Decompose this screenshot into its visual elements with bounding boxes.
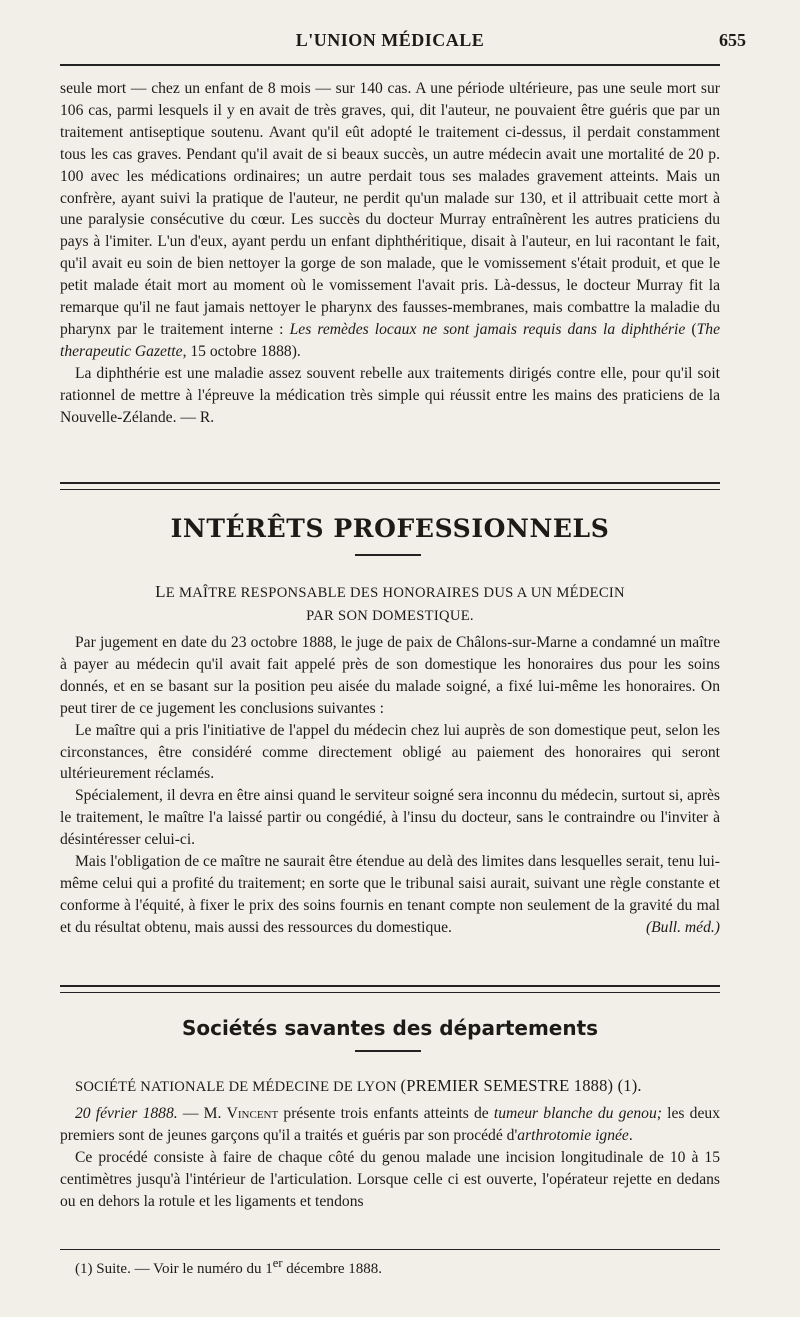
running-head (60, 30, 746, 60)
professional-article-body (60, 632, 720, 939)
author-name: Vincent (226, 1105, 279, 1122)
section-divider (60, 985, 720, 993)
source-citation: (Bull. méd.) (645, 918, 720, 936)
journal-title: L'UNION MÉDICALE (295, 30, 485, 50)
entry-date: 20 février 1888. (75, 1105, 178, 1122)
continuation-paragraph-2: La diphthérie est une maladie assez souvent rebelle aux traitements dirigés contre elle, pour qu'il soit rationnel de mettre à l'épreuve la médication très simple qui réussit entre les mains des praticiens de la Nouvelle-Zélande. — R. (60, 364, 720, 426)
title-underline (355, 554, 421, 556)
header-rule (60, 64, 720, 66)
paragraph: Mais l'obligation de ce maître ne saurait être étendue au delà des limites dans lesquelles serait, tenu lui-même celui qui a profité du traitement; en sorte que le tribunal saisi aurait, suivant une règle constante et conforme à l'équité, à fixer le prix des soins fournis en tenant compte non seulement de la gravité du mal et du résultat obtenu, mais aussi des ressources du domestique. (Bull. méd.) (60, 851, 720, 939)
title-underline (355, 1050, 421, 1052)
paragraph: 20 février 1888. — M. Vincent présente trois enfants atteints de tumeur blanche du genou; les deux premiers sont de jeunes garçons qu'il a traités et guéris par son procédé d'arthrotomie ignée. (60, 1105, 720, 1144)
paragraph: Le maître qui a pris l'initiative de l'appel du médecin chez lui auprès de son domestique peut, selon les circonstances, être considéré comme directement obligé au paiement des honoraires qui seront ultérieurement réclamés. (60, 721, 720, 783)
continuation-article (60, 78, 720, 429)
paragraph: Par jugement en date du 23 octobre 1888, le juge de paix de Châlons-sur-Marne a condamné un maître à payer au médecin qu'il avait fait appelé près de son domestique les honoraires dus pour les soins donnés, et en se basant sur la position peu aisée du malade soigné, a fixé lui-même les honoraires. On peut tirer de ce jugement les conclusions suivantes : (60, 634, 720, 717)
society-heading: SOCIÉTÉ NATIONALE DE MÉDECINE DE LYON (PREMIER SEMESTRE 1888) (1). (75, 1076, 642, 1095)
footnote: (1) Suite. — Voir le numéro du 1er décembre 1888. (75, 1256, 383, 1277)
section-divider (60, 482, 720, 490)
continuation-paragraph-1: seule mort — chez un enfant de 8 mois — sur 140 cas. A une période ultérieure, pas une seule mort sur 106 cas, parmi lesquels il y en avait de très graves, qui, dit l'auteur, ne pouvaient être guéris que par un traitement antiseptique soutenu. Avant qu'il eût adopté le traitement ci-dessus, il perdait constamment tous les cas graves. Pendant qu'il avait de si beaux succès, un autre médecin avait une mortalité de 20 p. 100 avec les médications ordinaires; un autre perdait tous ses malades gravement atteints. Mais un confrère, ayant suivi la pratique de l'auteur, ne perdit qu'un malade sur 130, et il attribuait cette mort à une paralysie consécutive du cœur. Les succès du docteur Murray entraînèrent les autres praticiens du pays à l'imiter. L'un d'eux, ayant perdu un enfant diphthéritique, disait à l'auteur, en lui racontant le fait, qu'il avait eu soin de bien nettoyer la gorge de son malade, que le vomissement s'était produit, et que le petit malade était mort au moment où le vomissement l'avait pris. Là-dessus, le docteur Murray fit la remarque qu'il ne faut jamais nettoyer le pharynx des fausses-membranes, mais combattre la maladie du pharynx par le traitement interne : Les remèdes locaux ne sont jamais requis dans la diphthérie (The therapeutic Gazette, 15 octobre 1888). (60, 80, 720, 360)
italic-quote: Les remèdes locaux ne sont jamais requis dans la diphthérie (289, 320, 686, 338)
footnote-rule (60, 1249, 720, 1250)
paragraph: Ce procédé consiste à faire de chaque côté du genou malade une incision longitudinale de 10 à 15 centimètres jusqu'à l'intérieur de l'articulation. Lorsque celle ci est ouverte, l'opérateur rejette en dedans ou en dehors la rotule et les ligaments et tendons (60, 1148, 720, 1210)
section-title-societies: Sociétés savantes des départements (181, 1016, 599, 1040)
societies-body (60, 1103, 720, 1213)
paragraph: Spécialement, il devra en être ainsi quand le serviteur soigné sera inconnu du médecin, surtout si, après le traitement, le maître l'a laissé partir ou congédié, à l'insu du docteur, sans le contraindre ou l'inviter à désintéresser celui-ci. (60, 787, 720, 849)
page-number: 655 (719, 30, 746, 50)
article-title: LE MAÎTRE RESPONSABLE DES HONORAIRES DUS A UN MÉDECIN PAR SON DOMESTIQUE. (155, 582, 625, 624)
section-title-professional: INTÉRÊTS PROFESSIONNELS (170, 514, 610, 543)
source-title: The therapeutic Gazette (60, 320, 720, 360)
